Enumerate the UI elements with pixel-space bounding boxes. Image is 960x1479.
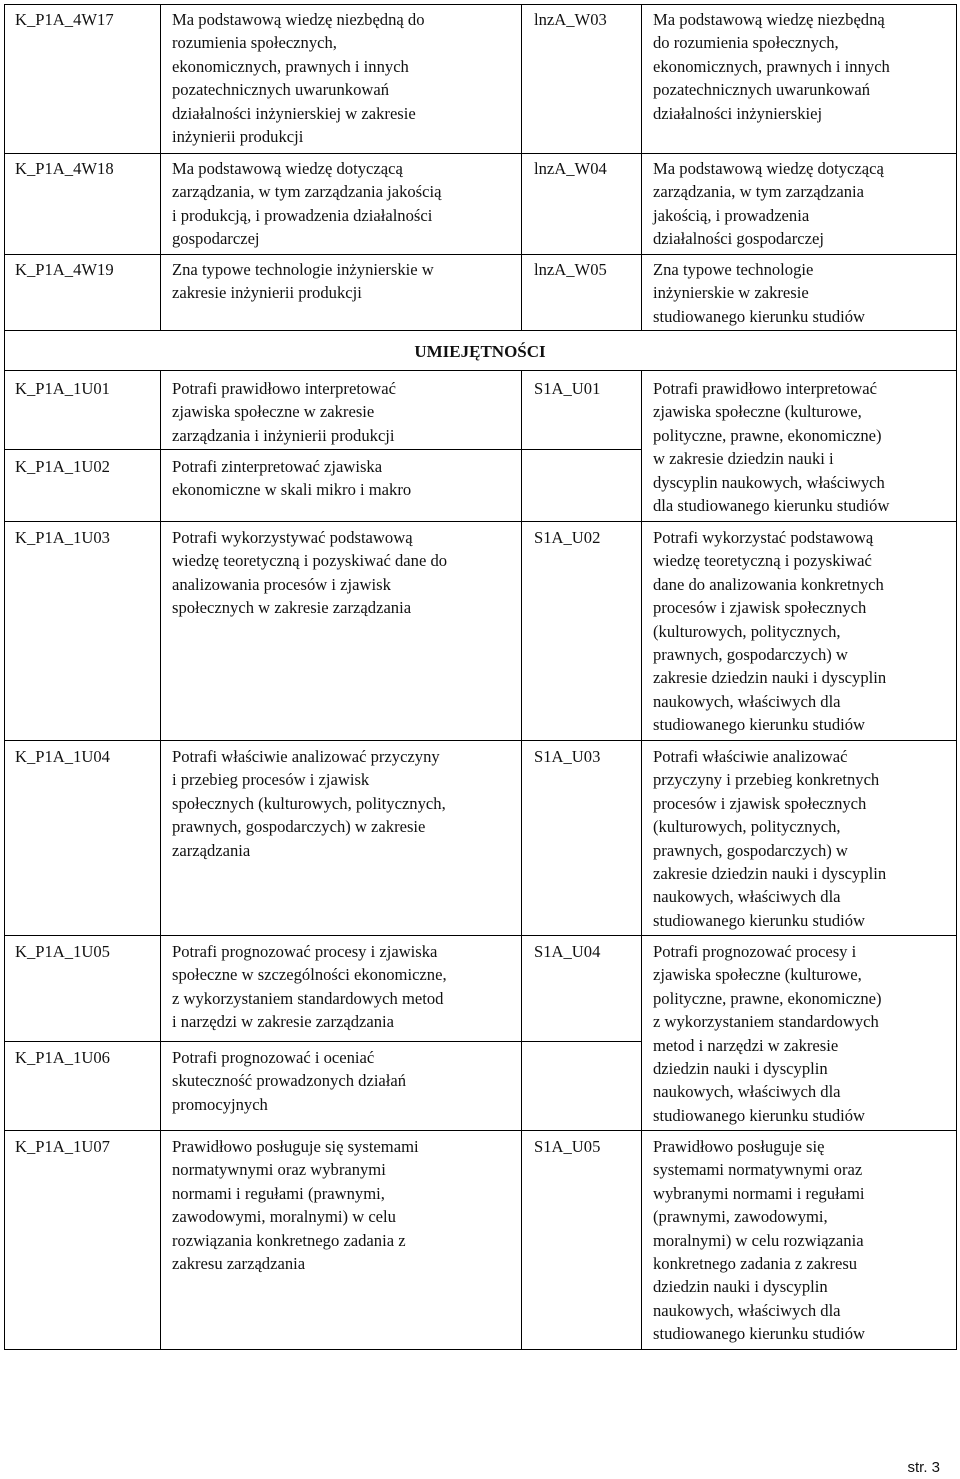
reference-description: Prawidłowo posługuje się systemami normatywnymi oraz wybranymi normami i regułami (prawnymi, zawodowymi, moralnymi) w celu rozwiązania konkretnego zadania z zakresu dziedzin nauki i dyscyplin naukowych, właściwych dla studiowanego kierunku studiów [653,1137,866,1344]
column-divider [160,370,161,1350]
reference-code: lnzA_W03 [534,10,607,29]
outcome-code: K_P1A_4W18 [15,159,114,178]
outcome-description: Potrafi wykorzystywać podstawową wiedzę teoretyczną i pozyskiwać dane do analizowania procesów i zjawisk społecznych w zakresie zarządzania [172,528,448,618]
row-divider [4,740,957,741]
outcome-code: K_P1A_1U04 [15,747,110,766]
outcome-description: Ma podstawową wiedzę dotyczącą zarządzania, w tym zarządzania jakością i produkcją, i prowadzenia działalności gospodarczej [172,159,442,249]
reference-description: Potrafi prawidłowo interpretować zjawiska społeczne (kulturowe, polityczne, prawne, ekonomiczne) w zakresie dziedzin nauki i dyscyplin naukowych, właściwych dla studiowanego kierunku studiów [653,379,890,516]
reference-description: Potrafi właściwie analizować przyczyny i przebieg konkretnych procesów i zjawisk społecznych (kulturowych, politycznych, prawnych, gospodarczych) w zakresie dziedzin nauki i dyscyplin naukowych, właściwych dla studiowanego kierunku studiów [653,747,887,930]
table-border [956,4,957,1350]
column-divider [521,4,522,331]
outcome-description: Prawidłowo posługuje się systemami normatywnymi oraz wybranymi normami i regułami (prawnymi, zawodowymi, moralnymi) w celu rozwiązania konkretnego zadania z zakresu zarządzania [172,1137,419,1274]
section-heading: UMIEJĘTNOŚCI [414,342,546,361]
column-divider [521,370,522,1350]
table-border [4,4,957,5]
reference-description: Zna typowe technologie inżynierskie w zakresie studiowanego kierunku studiów [653,260,866,326]
row-divider [4,1130,957,1131]
reference-code: S1A_U05 [534,1137,601,1156]
reference-code: lnzA_W05 [534,260,607,279]
page-number: str. 3 [907,1459,940,1476]
reference-code: S1A_U04 [534,942,601,961]
outcome-description: Potrafi prognozować i oceniać skuteczność prowadzonych działań promocyjnych [172,1048,407,1114]
outcome-code: K_P1A_1U02 [15,457,110,476]
outcome-code: K_P1A_1U03 [15,528,110,547]
column-divider [160,4,161,331]
reference-code: S1A_U02 [534,528,601,547]
reference-code: S1A_U03 [534,747,601,766]
table-border [4,4,5,1350]
row-divider [4,370,957,371]
row-divider [4,254,957,255]
reference-description: Potrafi wykorzystać podstawową wiedzę teoretyczną i pozyskiwać dane do analizowania konkretnych procesów i zjawisk społecznych (kulturowych, politycznych, prawnych, gospodarczych) w zakresie dziedzin nauki i dyscyplin naukowych, właściwych dla studiowanego kierunku studiów [653,528,887,735]
outcome-description: Zna typowe technologie inżynierskie w zakresie inżynierii produkcji [172,260,434,303]
row-divider [4,449,642,450]
reference-description: Potrafi prognozować procesy i zjawiska społeczne (kulturowe, polityczne, prawne, ekonomiczne) z wykorzystaniem standardowych metod i narzędzi w zakresie dziedzin nauki i dyscyplin naukowych, właściwych dla studiowanego kierunku studiów [653,942,882,1125]
reference-description: Ma podstawową wiedzę niezbędną do rozumienia społecznych, ekonomicznych, prawnych i innych pozatechnicznych uwarunkowań działalności inżynierskiej [653,10,890,123]
outcome-code: K_P1A_1U07 [15,1137,110,1156]
row-divider [4,521,957,522]
row-divider [4,935,957,936]
row-divider [4,1041,642,1042]
reference-code: S1A_U01 [534,379,601,398]
outcome-code: K_P1A_1U05 [15,942,110,961]
row-divider [4,330,957,331]
outcome-description: Potrafi prognozować procesy i zjawiska społeczne w szczególności ekonomiczne, z wykorzystaniem standardowych metod i narzędzi w zakresie zarządzania [172,942,447,1032]
reference-description: Ma podstawową wiedzę dotyczącą zarządzania, w tym zarządzania jakością, i prowadzenia działalności gospodarczej [653,159,884,249]
reference-code: lnzA_W04 [534,159,607,178]
column-divider [641,4,642,331]
outcome-description: Potrafi prawidłowo interpretować zjawiska społeczne w zakresie zarządzania i inżynierii produkcji [172,379,396,445]
outcome-description: Potrafi zinterpretować zjawiska ekonomiczne w skali mikro i makro [172,457,412,500]
column-divider [641,370,642,1350]
outcome-description: Ma podstawową wiedzę niezbędną do rozumienia społecznych, ekonomicznych, prawnych i innych pozatechnicznych uwarunkowań działalności inżynierskiej w zakresie inżynierii produkcji [172,10,425,147]
row-divider [4,153,957,154]
outcome-code: K_P1A_4W17 [15,10,114,29]
outcome-code: K_P1A_4W19 [15,260,114,279]
table-border [4,1349,957,1350]
outcome-description: Potrafi właściwie analizować przyczyny i przebieg procesów i zjawisk społecznych (kulturowych, politycznych, prawnych, gospodarczych) w zakresie zarządzania [172,747,446,860]
outcome-code: K_P1A_1U01 [15,379,110,398]
outcome-code: K_P1A_1U06 [15,1048,110,1067]
